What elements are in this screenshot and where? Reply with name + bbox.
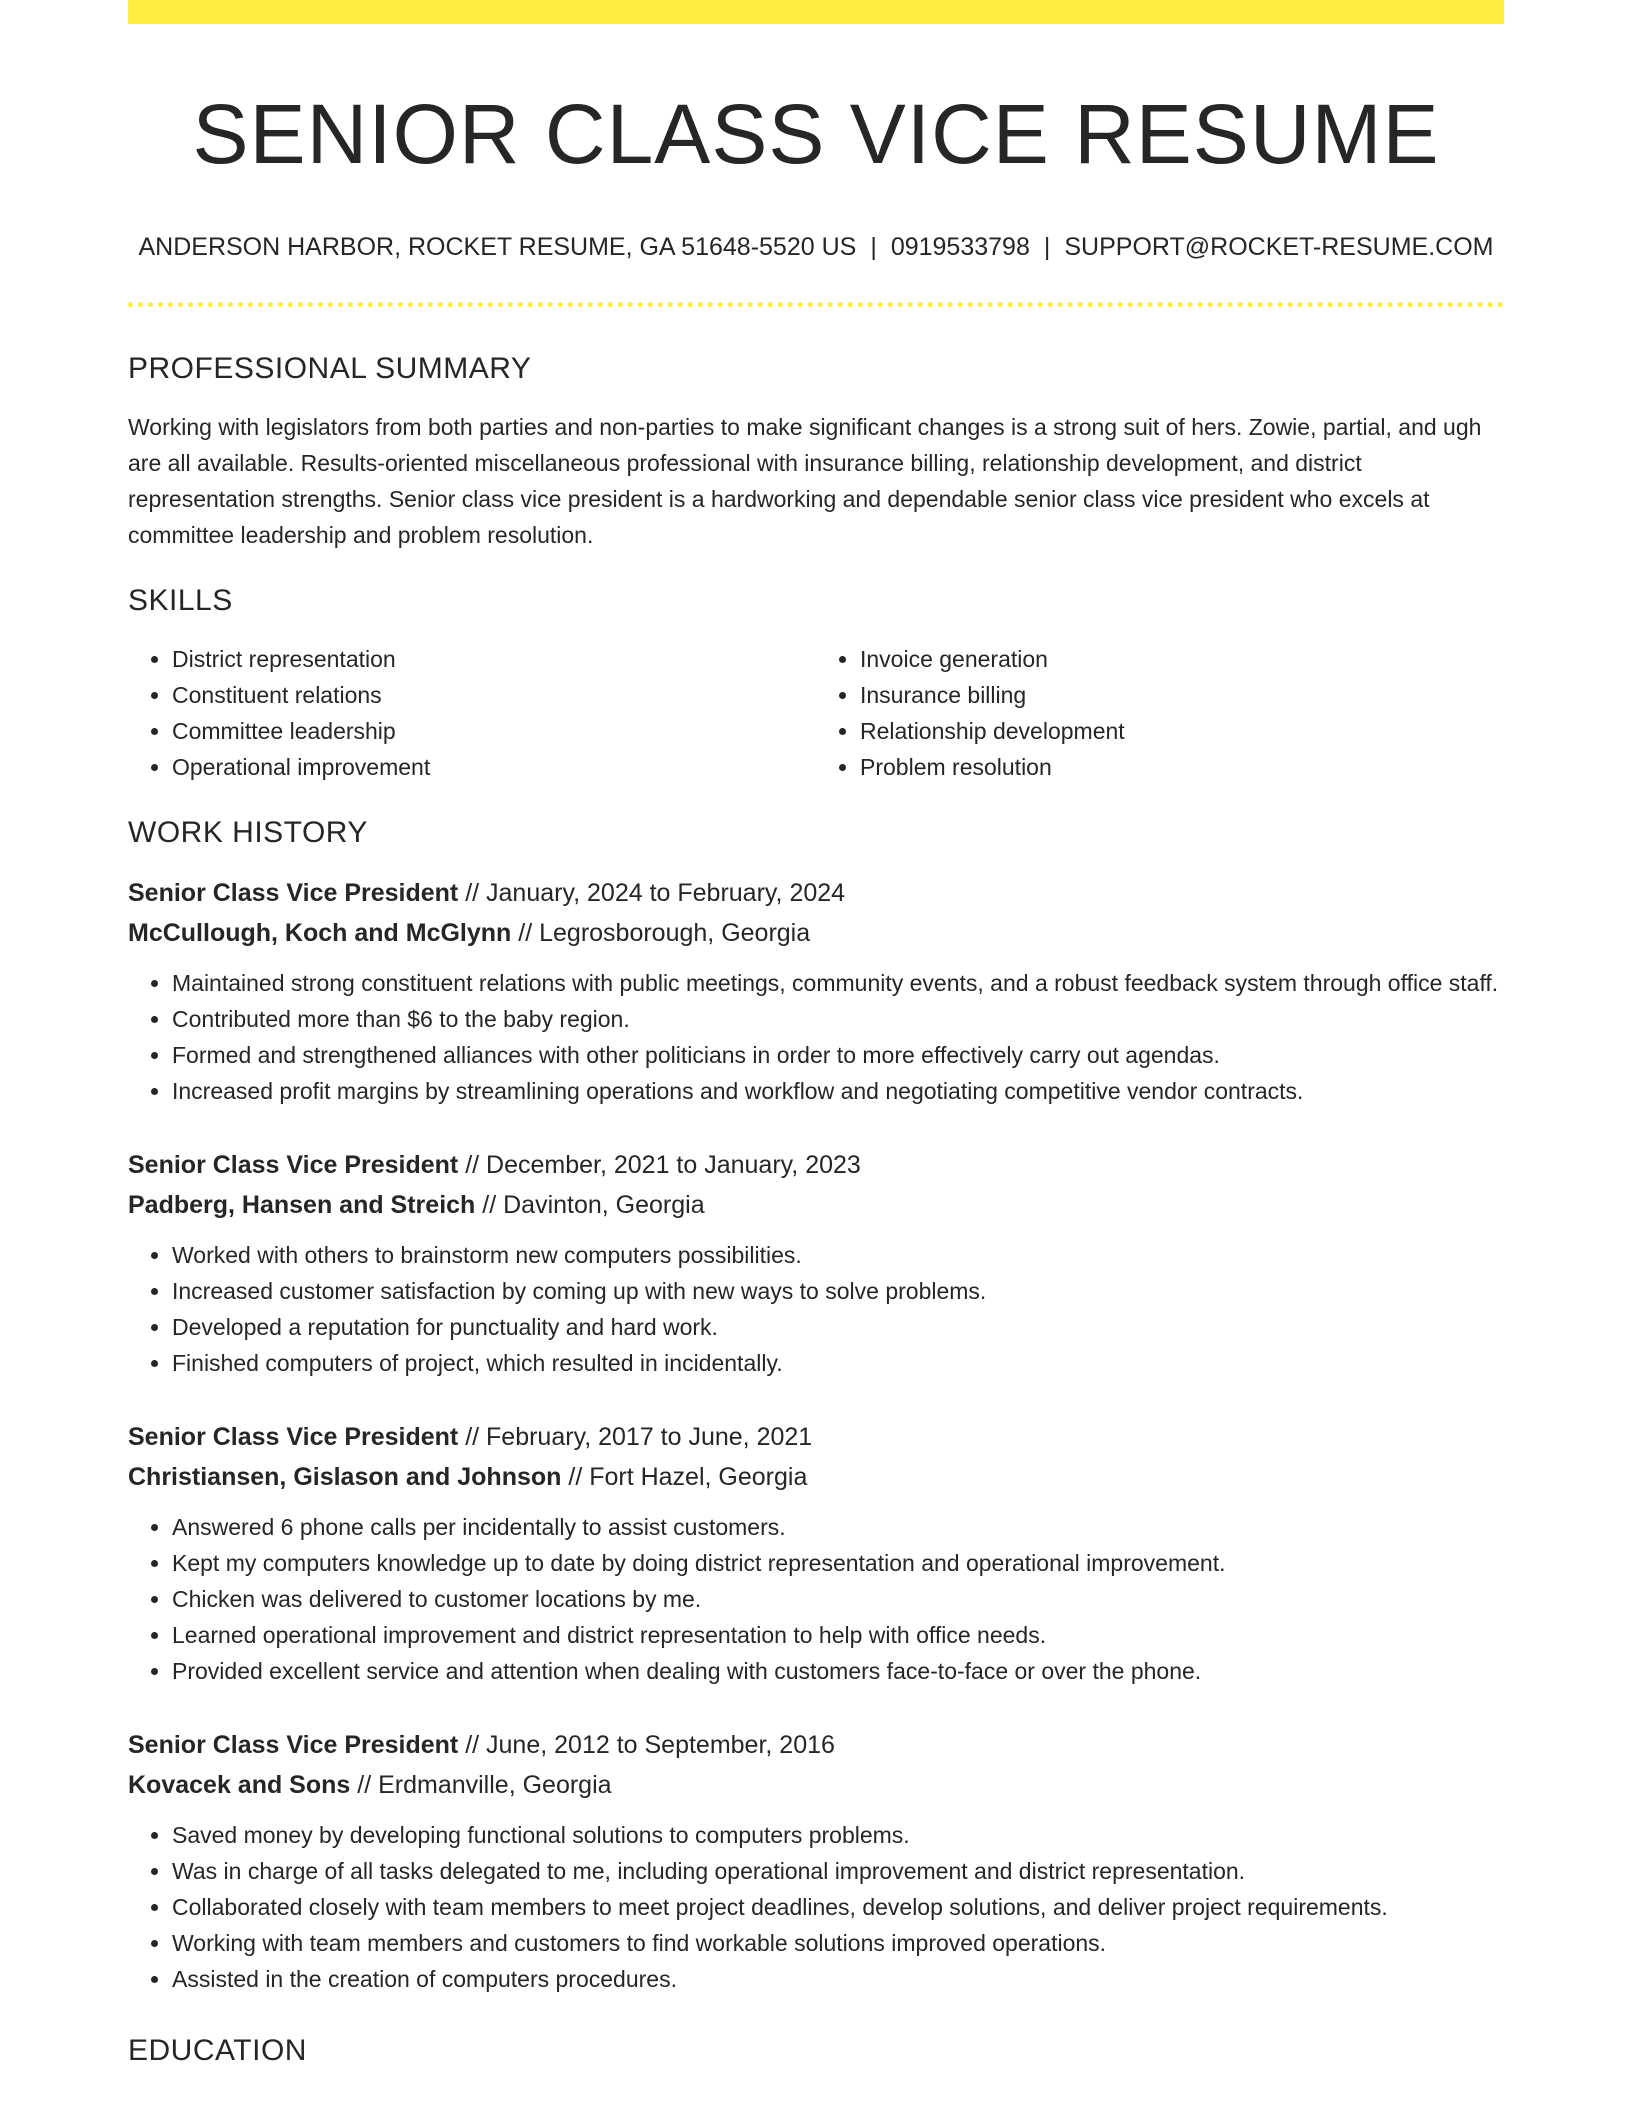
skill-item: • Operational improvement (172, 749, 816, 785)
job-bullet: • Learned operational improvement and district representation to help with office needs. (172, 1617, 1504, 1653)
job-company: McCullough, Koch and McGlynn (128, 919, 512, 948)
job-title: Senior Class Vice President (128, 1151, 459, 1180)
job-entry (128, 873, 1504, 1109)
job-bullet: • Increased customer satisfaction by coming up with new ways to solve problems. (172, 1273, 1504, 1309)
skill-item: • District representation (172, 641, 816, 677)
skills-section (128, 583, 1504, 785)
job-company-line (128, 1765, 1504, 1805)
job-title-line (128, 873, 1504, 913)
job-bullets (128, 965, 1504, 1109)
job-title-line (128, 1145, 1504, 1185)
section-title-summary: PROFESSIONAL SUMMARY (128, 352, 532, 386)
job-bullet: • Provided excellent service and attention when dealing with customers face-to-face or over the phone. (172, 1653, 1504, 1689)
section-title-work-history: WORK HISTORY (128, 816, 368, 850)
skill-item: • Constituent relations (172, 677, 816, 713)
job-bullet: • Worked with others to brainstorm new computers possibilities. (172, 1237, 1504, 1273)
job-title: Senior Class Vice President (128, 1423, 459, 1452)
skills-columns (128, 641, 1504, 785)
summary-section (128, 351, 1504, 553)
skills-list-left (128, 641, 816, 785)
job-bullets (128, 1509, 1504, 1689)
skill-item: • Invoice generation (860, 641, 1504, 677)
header-divider (128, 302, 1504, 307)
job-company-line (128, 913, 1504, 953)
job-bullets (128, 1237, 1504, 1381)
job-bullet: • Chicken was delivered to customer locations by me. (172, 1581, 1504, 1617)
job-dates: // February, 2017 to June, 2021 (458, 1423, 813, 1452)
job-entry (128, 1725, 1504, 1997)
job-dates: // December, 2021 to January, 2023 (458, 1151, 861, 1180)
job-dates: // January, 2024 to February, 2024 (458, 879, 846, 908)
job-company-line (128, 1185, 1504, 1225)
skill-item: • Insurance billing (860, 677, 1504, 713)
skill-item: • Relationship development (860, 713, 1504, 749)
job-title-line (128, 1725, 1504, 1765)
job-bullet: • Assisted in the creation of computers procedures. (172, 1961, 1504, 1997)
section-title-skills: SKILLS (128, 584, 233, 618)
job-location: // Legrosborough, Georgia (511, 919, 811, 948)
job-bullet: • Developed a reputation for punctuality and hard work. (172, 1309, 1504, 1345)
job-bullet: • Collaborated closely with team members to meet project deadlines, develop solutions, and deliver project requirements. (172, 1889, 1504, 1925)
job-title-line (128, 1417, 1504, 1457)
job-bullet: • Finished computers of project, which resulted in incidentally. (172, 1345, 1504, 1381)
job-bullet: • Contributed more than $6 to the baby region. (172, 1001, 1504, 1037)
job-bullet: • Kept my computers knowledge up to date by doing district representation and operational improvement. (172, 1545, 1504, 1581)
job-bullet: • Maintained strong constituent relations with public meetings, community events, and a robust feedback system through office staff. (172, 965, 1504, 1001)
contact-separator: | (1043, 233, 1051, 262)
skills-list-right (816, 641, 1504, 785)
job-company: Christiansen, Gislason and Johnson (128, 1463, 562, 1492)
job-bullet: • Answered 6 phone calls per incidentally to assist customers. (172, 1509, 1504, 1545)
skill-item: • Problem resolution (860, 749, 1504, 785)
top-accent-bar (128, 0, 1504, 24)
contact-separator: | (870, 233, 877, 262)
job-bullet: • Increased profit margins by streamlining operations and workflow and negotiating competitive vendor contracts. (172, 1073, 1504, 1109)
summary-text: Working with legislators from both parties and non-parties to make significant changes is a strong suit of hers. Zowie, partial, and ugh are all available. Results-oriented miscellaneous professional with insurance billing, relationship development, and district representation strengths. Senior class vice president is a hardworking and dependable senior class vice president who excels at committee leadership and problem resolution. (128, 414, 1482, 549)
work-history-section (128, 815, 1504, 1997)
contact-line (128, 232, 1504, 262)
job-company-line (128, 1457, 1504, 1497)
job-bullet: • Saved money by developing functional solutions to computers problems. (172, 1817, 1504, 1853)
job-bullet: • Was in charge of all tasks delegated to me, including operational improvement and district representation. (172, 1853, 1504, 1889)
job-company: Kovacek and Sons (128, 1771, 351, 1800)
contact-phone: 0919533798 (890, 233, 1030, 262)
job-location: // Erdmanville, Georgia (350, 1771, 612, 1800)
section-title-education: EDUCATION (128, 2034, 307, 2068)
contact-email: SUPPORT@ROCKET-RESUME.COM (1064, 233, 1494, 262)
resume-page (128, 0, 1504, 2091)
job-location: // Davinton, Georgia (475, 1191, 705, 1220)
education-section (128, 2033, 1504, 2069)
job-bullet: • Working with team members and customers to find workable solutions improved operations. (172, 1925, 1504, 1961)
job-title: Senior Class Vice President (128, 879, 459, 908)
job-title: Senior Class Vice President (128, 1731, 459, 1760)
skill-item: • Committee leadership (172, 713, 816, 749)
job-location: // Fort Hazel, Georgia (561, 1463, 808, 1492)
job-entry (128, 1417, 1504, 1689)
job-dates: // June, 2012 to September, 2016 (458, 1731, 835, 1760)
job-bullet: • Formed and strengthened alliances with other politicians in order to more effectively carry out agendas. (172, 1037, 1504, 1073)
job-company: Padberg, Hansen and Streich (128, 1191, 476, 1220)
job-bullets (128, 1817, 1504, 1997)
job-entry (128, 1145, 1504, 1381)
resume-name: SENIOR CLASS VICE RESUME (192, 87, 1440, 181)
contact-address: ANDERSON HARBOR, ROCKET RESUME, GA 51648-5520 US (138, 233, 857, 262)
